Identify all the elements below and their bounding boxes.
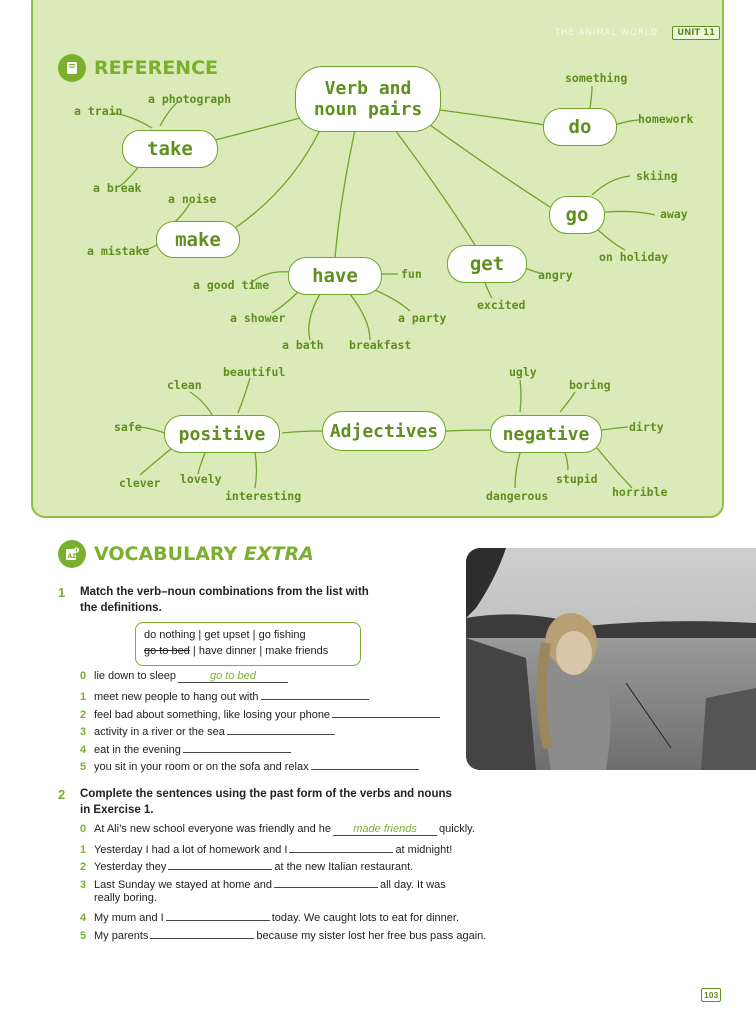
ex2-item-0-number: 0 [80,823,87,835]
label-dangerous: dangerous [486,489,549,503]
ex1-item-2-text: feel bad about something, like losing your phone [94,709,331,721]
ex1-item-5-text: you sit in your room or on the sofa and relax [94,761,309,773]
ex2-item-5 [80,927,486,942]
ex1-item-2-blank[interactable] [332,706,440,718]
ex1-item-0-text: lie down to sleep [94,670,176,682]
reference-title: REFERENCE [94,57,219,79]
ex2-item-3 [80,876,446,891]
exercise-2-number: 2 [58,787,66,802]
node-get: get [447,245,527,283]
ex1-item-4-number: 4 [80,744,87,756]
ex1-item-4-text: eat in the evening [94,744,181,756]
ex2-item-1-number: 1 [80,844,87,856]
label-a-train: a train [74,104,123,118]
label-a-bath: a bath [282,338,324,352]
ex1-item-2 [80,706,442,721]
ex1-item-4-blank[interactable] [183,741,291,753]
label-fun: fun [401,267,422,281]
label-horrible: horrible [612,485,668,499]
ex1-item-3-number: 3 [80,726,87,738]
label-clean: clean [167,378,202,392]
word-box-row1: do nothing | get upset | go fishing [144,629,306,641]
ex2-item-4-after: today. We caught lots to eat for dinner. [271,912,460,924]
ex2-item-2-number: 2 [80,861,87,873]
label-stupid: stupid [556,472,598,486]
ex1-item-1 [80,688,371,703]
exercise-1-instruction-line1: Match the verb–noun combinations from the list with [80,586,369,598]
label-a-shower: a shower [230,311,286,325]
ex1-item-5-blank[interactable] [311,758,419,770]
ex2-item-0 [80,823,475,836]
exercise-1-instruction-line2: the definitions. [80,602,162,614]
ex1-item-3-text: activity in a river or the sea [94,726,225,738]
label-clever: clever [119,476,161,490]
label-skiing: skiing [636,169,678,183]
exercise-2-instruction-line2: in Exercise 1. [80,804,154,816]
vocab-title [94,543,314,565]
ex2-item-3-after: all day. It was [379,879,446,891]
label-dirty: dirty [629,420,664,434]
label-away: away [660,207,688,221]
ex1-item-3 [80,723,337,738]
label-on-holiday: on holiday [599,250,669,264]
label-boring: boring [569,378,611,392]
ex2-item-2-blank[interactable] [168,858,272,870]
label-a-mistake: a mistake [87,244,150,258]
label-something: something [565,71,628,85]
node-negative: negative [490,415,602,453]
label-lovely: lovely [180,472,222,486]
ex2-item-5-before: My parents [94,930,149,942]
svg-text:AZ: AZ [67,553,77,560]
ex2-item-1-after: at midnight! [395,844,453,856]
node-go: go [549,196,605,234]
node-adjectives: Adjectives [322,411,446,451]
exercise-1-number: 1 [58,585,66,600]
ex2-item-5-after: because my sister lost her free bus pass again. [256,930,487,942]
exercise-2-instruction [80,786,452,818]
ex2-item-1-before: Yesterday I had a lot of homework and I [94,844,288,856]
center-line-2: noun pairs [313,99,423,120]
ex2-item-4 [80,909,459,924]
label-angry: angry [538,268,573,282]
label-breakfast: breakfast [349,338,412,352]
word-box-row2-rest: | have dinner | make friends [189,645,329,657]
ex1-item-0-number: 0 [80,670,87,682]
ex2-item-2-after: at the new Italian restaurant. [274,861,414,873]
ex1-item-1-text: meet new people to hang out with [94,691,259,703]
label-excited: excited [477,298,526,312]
ex1-item-0 [80,670,290,683]
vocab-heading [58,540,314,568]
word-go-to-bed-crossed: go to bed [144,645,190,657]
page-number: 103 [701,988,721,1002]
dictionary-icon [58,540,86,568]
section-title: THE ANIMAL WORLD [555,28,659,38]
ex1-item-0-answer: go to bed [178,670,288,683]
ex1-item-3-blank[interactable] [227,723,335,735]
center-line-1: Verb and [324,78,412,99]
ex1-item-2-number: 2 [80,709,87,721]
ex1-item-1-blank[interactable] [261,688,369,700]
ex2-item-2-before: Yesterday they [94,861,167,873]
node-do: do [543,108,617,146]
label-beautiful: beautiful [223,365,286,379]
ex2-item-0-answer: made friends [333,823,437,836]
word-box-row2 [144,643,360,659]
vocab-title-plain: VOCABULARY [94,543,238,565]
label-a-good-time: a good time [193,278,270,292]
photo-girl-fishing [466,548,756,770]
node-have: have [288,257,382,295]
word-box [135,622,361,666]
ex2-item-0-after: quickly. [439,823,475,835]
ex2-item-5-number: 5 [80,930,87,942]
ex1-item-1-number: 1 [80,691,87,703]
label-a-noise: a noise [168,192,217,206]
label-a-photograph: a photograph [148,92,232,106]
center-node-verb-noun-pairs [295,66,441,132]
node-make: make [156,221,240,258]
ex2-item-4-number: 4 [80,912,87,924]
ex1-item-4 [80,741,293,756]
label-a-break: a break [93,181,142,195]
label-interesting: interesting [225,489,302,503]
vocab-title-italic: EXTRA [243,543,314,565]
ex2-item-1 [80,841,452,856]
ex2-item-3-number: 3 [80,879,87,891]
ex2-item-3-line2: really boring. [94,892,157,904]
exercise-1-instruction [80,584,369,616]
ex2-item-4-before: My mum and I [94,912,164,924]
unit-badge: UNIT 11 [672,26,720,40]
label-ugly: ugly [509,365,537,379]
ex2-item-5-blank[interactable] [150,927,254,939]
exercise-2-instruction-line1: Complete the sentences using the past form of the verbs and nouns [80,788,452,800]
ex2-item-1-blank[interactable] [289,841,393,853]
label-homework: homework [638,112,694,126]
node-take: take [122,130,218,168]
ex2-item-0-before: At Ali’s new school everyone was friendly and he [94,823,332,835]
label-safe: safe [114,420,142,434]
label-a-party: a party [398,311,447,325]
node-positive: positive [164,415,280,453]
ex1-item-5-number: 5 [80,761,87,773]
ex2-item-2 [80,858,413,873]
ex2-item-3-blank[interactable] [274,876,378,888]
ex1-item-5 [80,758,421,773]
ex2-item-4-blank[interactable] [166,909,270,921]
ex2-item-3-before: Last Sunday we stayed at home and [94,879,272,891]
